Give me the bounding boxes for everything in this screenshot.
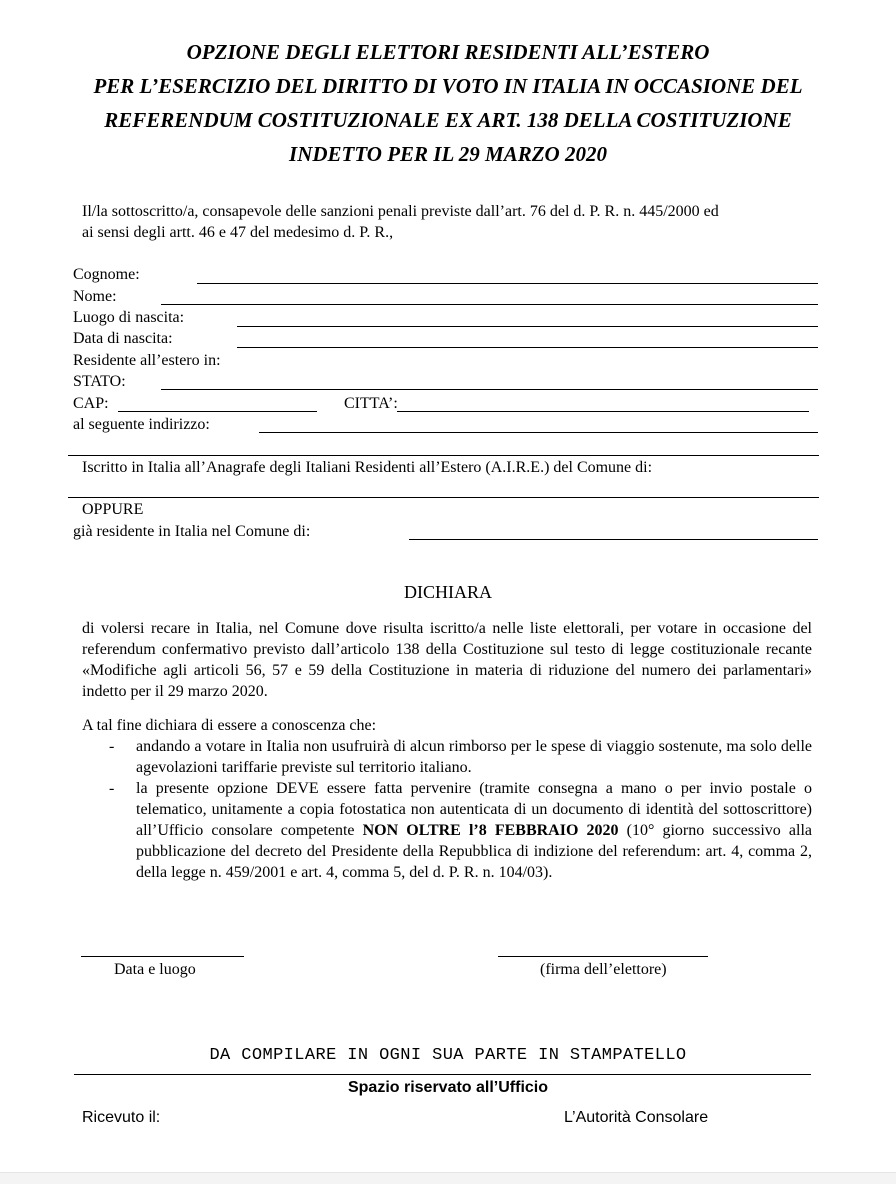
bullet-1-text: andando a votare in Italia non usufruirà di alcun rimborso per le spese di viaggio sostenute, ma solo delle agevolazioni tariffarie previste sul territorio italiano. xyxy=(136,738,812,776)
bullet-list xyxy=(109,736,813,883)
aire-label: Iscritto in Italia all’Anagrafe degli Italiani Residenti all’Estero (A.I.R.E.) del Comune di: xyxy=(82,459,653,476)
indirizzo-label: al seguente indirizzo: xyxy=(73,416,210,433)
ufficio-heading: Spazio riservato all’Ufficio xyxy=(347,1079,549,1096)
bullet-2-text-a: la presente opzione DEVE essere fatta pervenire (tramite consegna a mano o per invio postale o telematico, unitamente a copia fotostatica non autenticata di un documento di identità del sottoscrittore) all’Ufficio consolare competente xyxy=(136,780,812,839)
firma-field-line[interactable] xyxy=(498,956,708,957)
bullet-dash: - xyxy=(109,738,115,755)
luogo-nascita-label: Luogo di nascita: xyxy=(73,309,185,326)
firma-label: (firma dell’elettore) xyxy=(540,961,667,978)
cap-label: CAP: xyxy=(73,395,109,412)
bullet-item-2 xyxy=(109,778,813,883)
title-line-4: INDETTO PER IL 29 MARZO 2020 xyxy=(289,142,607,166)
autorita-label: L’Autorità Consolare xyxy=(564,1109,709,1126)
cap-field-line[interactable] xyxy=(118,411,317,412)
bullet-dash: - xyxy=(109,780,115,797)
dichiara-heading: DICHIARA xyxy=(404,582,492,602)
office-separator xyxy=(74,1074,811,1075)
title-line-1: OPZIONE DEGLI ELETTORI RESIDENTI ALL’ESTERO xyxy=(186,40,710,64)
bullet-item-1 xyxy=(109,736,812,778)
stato-field-line[interactable] xyxy=(161,389,818,390)
conoscenza-intro: A tal fine dichiara di essere a conoscenza che: xyxy=(82,717,377,734)
oppure-label: OPPURE xyxy=(82,501,144,518)
data-luogo-label: Data e luogo xyxy=(114,961,196,978)
citta-label: CITTA’: xyxy=(344,395,398,412)
ricevuto-label: Ricevuto il: xyxy=(82,1109,161,1126)
gia-residente-field-line[interactable] xyxy=(409,539,818,540)
citta-field-line[interactable] xyxy=(397,411,809,412)
gia-residente-label: già residente in Italia nel Comune di: xyxy=(73,523,311,540)
intro-line-1: Il/la sottoscritto/a, consapevole delle sanzioni penali previste dall’art. 76 del d. P. R. n. 445/2000 ed xyxy=(82,203,719,220)
luogo-nascita-field-line[interactable] xyxy=(237,326,818,327)
nome-field-line[interactable] xyxy=(161,304,818,305)
data-nascita-label: Data di nascita: xyxy=(73,330,173,347)
data-nascita-field-line[interactable] xyxy=(237,347,818,348)
indirizzo-field-line[interactable] xyxy=(259,432,818,433)
data-luogo-field-line[interactable] xyxy=(81,956,244,957)
aire-top-rule xyxy=(68,455,819,456)
stato-label: STATO: xyxy=(73,373,126,390)
aire-field-line[interactable] xyxy=(68,497,819,498)
title-line-3: REFERENDUM COSTITUZIONALE EX ART. 138 DELLA COSTITUZIONE xyxy=(104,108,792,132)
cognome-label: Cognome: xyxy=(73,266,140,283)
title-line-2: PER L’ESERCIZIO DEL DIRITTO DI VOTO IN ITALIA IN OCCASIONE DEL xyxy=(93,74,803,98)
stampatello-note: DA COMPILARE IN OGNI SUA PARTE IN STAMPATELLO xyxy=(209,1046,687,1065)
nome-label: Nome: xyxy=(73,288,117,305)
dichiara-paragraph: di volersi recare in Italia, nel Comune dove risulta iscritto/a nelle liste elettorali, per votare in occasione del referendum confermativo previsto dall’articolo 138 della Costituzione sul testo di legge costituzionale recante «Modifiche agli articoli 56, 57 e 59 della Costituzione in materia di riduzione del numero dei parlamentari» indetto per il 29 marzo 2020. xyxy=(82,620,812,700)
deadline-text: NON OLTRE l’8 FEBBRAIO 2020 xyxy=(362,822,619,839)
residente-estero-label: Residente all’estero in: xyxy=(73,352,221,369)
cognome-field-line[interactable] xyxy=(197,283,818,284)
page-bottom-edge xyxy=(0,1172,896,1184)
intro-line-2: ai sensi degli artt. 46 e 47 del medesimo d. P. R., xyxy=(82,224,394,241)
bullet-2-text-b: (10° giorno successivo alla pubblicazione del decreto del Presidente della Repubblica di indizione del referendum: art. 4, comma 2, della legge n. 459/2001 e art. 4, comma 5, del d. P. R. n. 104/03). xyxy=(136,822,813,881)
